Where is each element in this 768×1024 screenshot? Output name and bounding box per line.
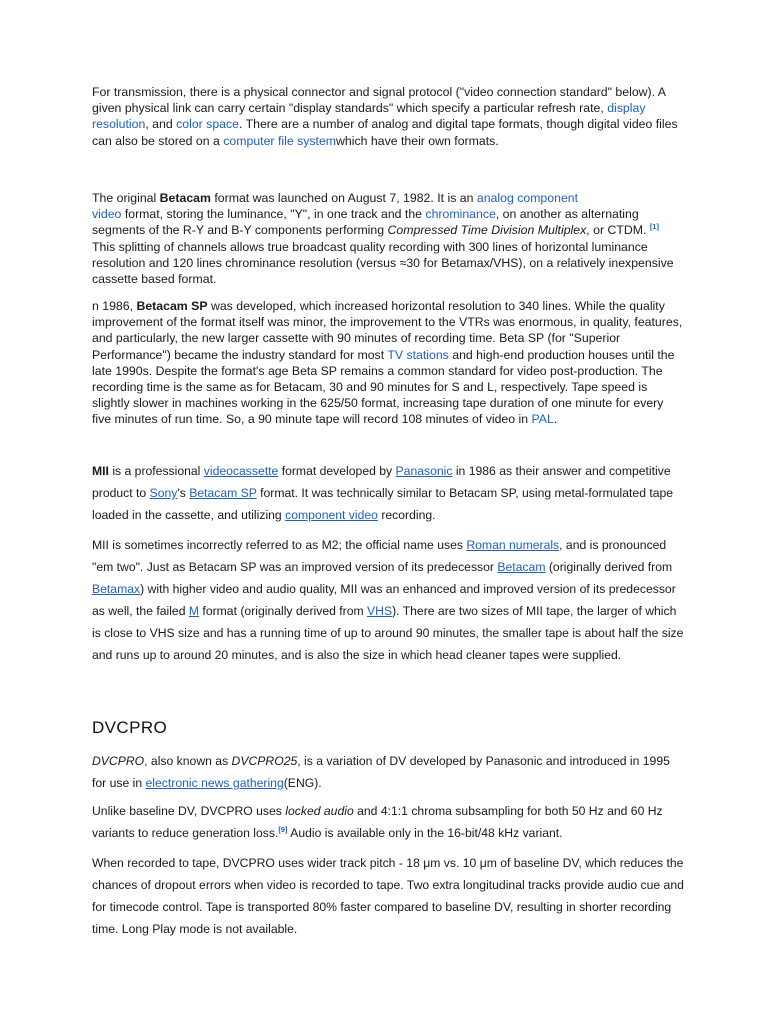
link-computer-file-system[interactable]: computer file system: [223, 133, 337, 148]
link-display-resolution[interactable]: display resolution: [92, 101, 646, 132]
text: Unlike baseline DV, DVCPRO uses: [92, 804, 286, 818]
text: format. It was technically similar to Betacam SP, using metal-formulated tape loaded in the cassette, and utilizing: [92, 486, 674, 522]
text: and 4:1:1 chroma subsampling for both 50 Hz and 60 Hz variants to reduce generation loss.: [92, 804, 663, 840]
paragraph-transmission: [92, 84, 684, 149]
text: , and is pronounced "em two". Just as Betacam SP was an improved version of its predecessor: [92, 538, 667, 574]
text: , or CTDM.: [586, 223, 647, 238]
text: This splitting of channels allows true broadcast quality recording with 300 lines of horizontal luminance resolution and 120 lines chrominance resolution (versus ≈30 for Betamax/VHS), on a relatively inexpensive cassette based format.: [92, 239, 674, 287]
text: which have their own formats.: [336, 133, 499, 148]
text: in 1986 as their answer and competitive product to: [92, 464, 671, 500]
text: recording.: [377, 508, 436, 522]
text: format (originally derived from: [199, 604, 368, 618]
link-component-video[interactable]: component video: [285, 508, 378, 522]
link-betacam-sp[interactable]: Betacam SP: [189, 486, 257, 500]
paragraph-dvcpro-intro: [92, 750, 684, 794]
text: was developed, which increased horizontal resolution to 340 lines. While the quality improvement of the format itself was minor, the improvement to the VTRs was enormous, in quality, features, and particularly, the new larger cassette with 90 minutes of recording time. Beta SP (for "Superior Performance") became the industry standard for most: [92, 299, 683, 362]
italic-term: Compressed Time Division Multiplex: [387, 223, 587, 238]
text: format, storing the luminance, "Y", in one track and the: [121, 207, 426, 222]
text: Audio is available only in the 16-bit/48 kHz variant.: [287, 826, 563, 840]
text: n 1986,: [92, 299, 137, 313]
link-tv-stations[interactable]: TV stations: [387, 347, 449, 362]
text: format was launched on August 7, 1982. It is an: [210, 191, 477, 205]
link-sony[interactable]: Sony: [149, 486, 178, 500]
text: format developed by: [278, 464, 396, 478]
section-heading-dvcpro: DVCPRO: [92, 718, 168, 737]
paragraph-mii-intro: [92, 460, 684, 526]
paragraph-mii-details: [92, 534, 684, 666]
text: The original: [92, 191, 160, 205]
link-vhs[interactable]: VHS: [367, 604, 393, 618]
link-videocassette[interactable]: videocassette: [203, 464, 279, 478]
paragraph-betacam: [92, 190, 684, 287]
text: . There are a number of analog and digital tape formats, though digital video files can also be stored on a: [92, 117, 678, 148]
text: ) with higher video and audio quality, MII was an enhanced and improved version of its predecessor as well, the failed: [92, 582, 676, 618]
text: (ENG).: [283, 776, 322, 790]
link-video[interactable]: video: [92, 207, 122, 222]
text: is a professional: [108, 464, 204, 478]
paragraph-betacam-sp: [92, 298, 684, 428]
text: 's: [177, 486, 190, 500]
link-analog-component[interactable]: analog component: [476, 191, 579, 205]
link-betamax[interactable]: Betamax: [92, 582, 141, 596]
citation-ref[interactable]: [9]: [278, 824, 288, 834]
link-color-space[interactable]: color space: [176, 117, 239, 132]
italic-term: DVCPRO25: [231, 754, 298, 768]
text: MII is sometimes incorrectly referred to as M2; the official name uses: [92, 538, 467, 552]
paragraph-dvcpro-audio: [92, 800, 684, 844]
text: , is a variation of DV developed by Panasonic and introduced in 1995 for use in: [92, 754, 670, 790]
bold-term: MII: [92, 464, 109, 478]
citation-ref[interactable]: [1]: [649, 222, 659, 232]
text: .: [553, 412, 558, 427]
bold-term: Betacam SP: [136, 299, 208, 313]
link-m[interactable]: M: [188, 604, 200, 618]
text: For transmission, there is a physical connector and signal protocol ("video connection standard" below). A given physical link can carry certain "display standards" which specify a particular refresh rate,: [92, 85, 666, 116]
text: When recorded to tape, DVCPRO uses wider track pitch - 18 μm vs. 10 μm of baseline DV, which reduces the chances of dropout errors when video is recorded to tape. Two extra longitudinal tracks provide audio cue and for timecode control. Tape is transported 80% faster compared to baseline DV, resulting in shorter recording time. Long Play mode is not available.: [92, 856, 684, 936]
paragraph-dvcpro-tape: [92, 852, 684, 940]
link-pal[interactable]: PAL: [531, 412, 554, 427]
text: , and: [145, 117, 177, 132]
text: , on another as alternating segments of the R-Y and B-Y components performing: [92, 207, 639, 238]
text: ). There are two sizes of MII tape, the larger of which is close to VHS size and has a running time of up to around 90 minutes, the smaller tape is about half the size and runs up to around 20 minutes, and is also the size in which head cleaner tapes were supplied.: [92, 604, 684, 662]
text: (originally derived from: [545, 560, 673, 574]
italic-term: DVCPRO: [92, 754, 145, 768]
link-panasonic[interactable]: Panasonic: [395, 464, 453, 478]
bold-term: Betacam: [159, 191, 211, 205]
link-roman-numerals[interactable]: Roman numerals: [466, 538, 560, 552]
link-betacam[interactable]: Betacam: [497, 560, 546, 574]
link-electronic-news-gathering[interactable]: electronic news gathering: [145, 776, 284, 790]
italic-term: locked audio: [285, 804, 354, 818]
text: , also known as: [144, 754, 232, 768]
link-chrominance[interactable]: chrominance: [425, 207, 496, 222]
text: and high-end production houses until the late 1990s. Despite the format's age Beta SP remains a common standard for video post-production. The recording time is the same as for Betacam, 30 and 90 minutes for S and L, respectively. Tape speed is slightly slower in machines working in the 625/50 format, increasing tape duration of one minute for every five minutes of run time. So, a 90 minute tape will record 108 minutes of video in: [92, 347, 675, 427]
